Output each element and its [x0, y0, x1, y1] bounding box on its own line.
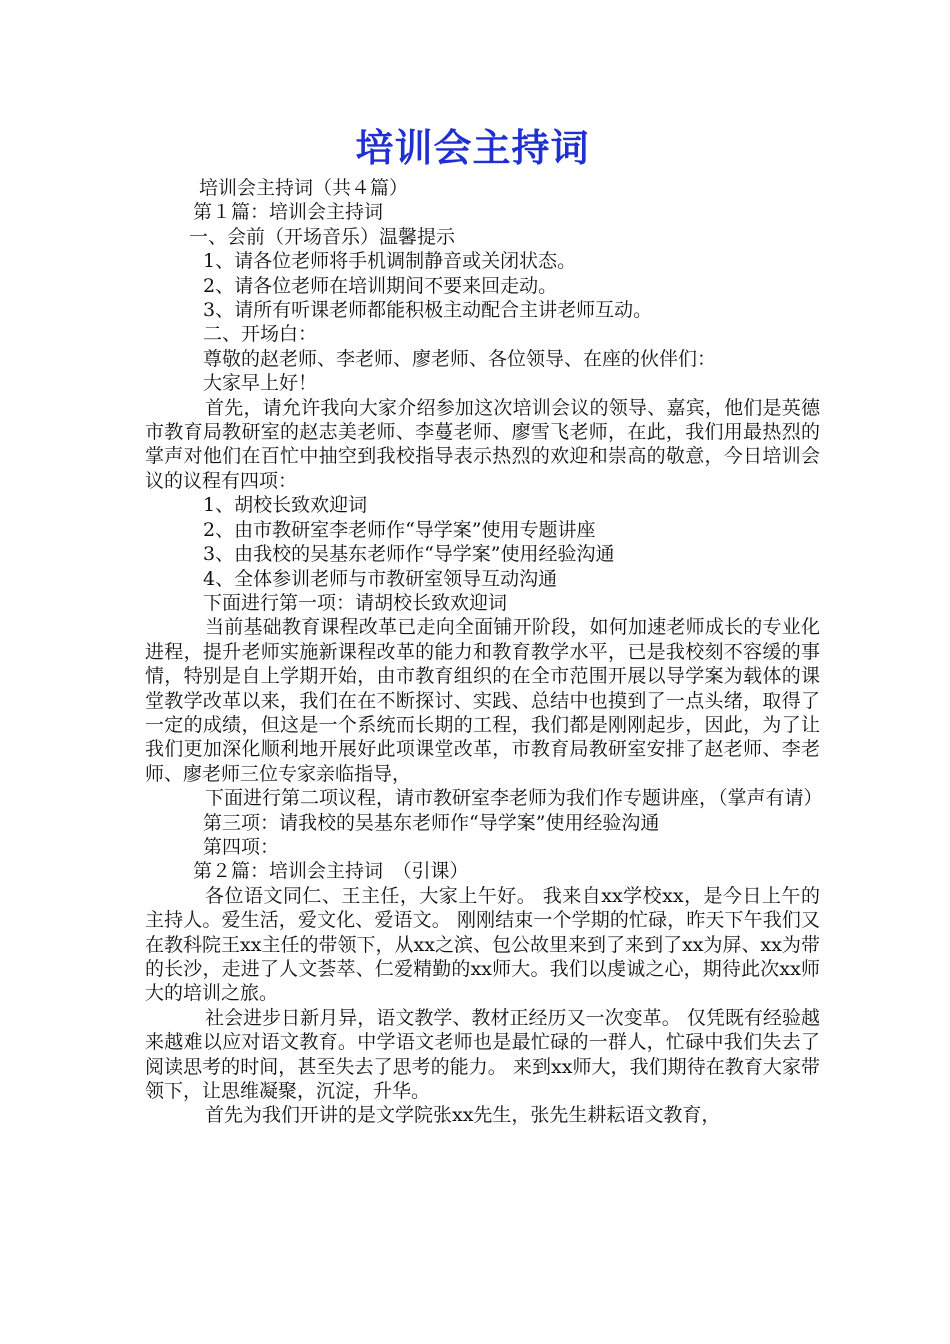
doc-paragraph: 首先为我们开讲的是文学院张xx先生，张先生耕耘语文教育，	[205, 1104, 721, 1127]
document-page	[145, 120, 823, 1128]
doc-paragraph: 社会进步日新月异，语文教学、教材正经历又一次变革。 仅凭既有经验越来越难以应对语文教育。中学语文老师也是最忙碌的一群人，忙碌中我们失去了阅读思考的时间，甚至失去了思考的能力。 来到xx师大，我们期待在教育大家带领下，让思维凝聚，沉淀，升华。	[145, 1006, 820, 1103]
doc-list-item: 3、请所有听课老师都能积极主动配合主讲老师互动。	[203, 299, 653, 322]
doc-agenda-item: 1、胡校长致欢迎词	[203, 494, 368, 517]
doc-list-item: 2、请各位老师在培训期间不要来回走动。	[203, 274, 558, 297]
doc-paragraph: 首先，请允许我向大家介绍参加这次培训会议的领导、嘉宾，他们是英德市教育局教研室的赵志美老师、李蔓老师、廖雪飞老师，在此，我们用最热烈的掌声对他们在百忙中抽空到我校指导表示热烈的欢迎和崇高的敬意，今日培训会议的议程有四项：	[145, 396, 820, 492]
document-title: 培训会主持词	[355, 126, 590, 170]
doc-heading-part-2: 第２篇：培训会主持词 （引课）	[193, 860, 469, 883]
doc-heading-collection: 培训会主持词（共４篇）	[199, 177, 409, 199]
doc-line: 下面进行第一项：请胡校长致欢迎词	[203, 591, 508, 614]
doc-agenda-item: 4、全体参训老师与市教研室领导互动沟通	[203, 567, 558, 590]
doc-agenda-item: 2、由市教研室李老师作“导学案”使用专题讲座	[203, 518, 596, 541]
doc-line: 第三项：请我校的吴基东老师作“导学案”使用经验沟通	[203, 811, 660, 834]
doc-paragraph: 当前基础教育课程改革已走向全面铺开阶段，如何加速老师成长的专业化进程，提升老师实施新课程改革的能力和教育教学水平，已是我校刻不容缓的事情，特别是自上学期开始，由市教育组织的在全市范围开展以导学案为载体的课堂教学改革以来，我们在在不断探讨、实践、总结中也摸到了一点头绪，取得了一定的成绩，但这是一个系统而长期的工程，我们都是刚刚起步，因此，为了让我们更加深化顺利地开展好此项课堂改革，市教育局教研室安排了赵老师、李老师、廖老师三位专家亲临指导，	[145, 616, 820, 785]
doc-section-heading: 一、会前（开场音乐）温馨提示	[189, 225, 456, 248]
doc-heading-part-1: 第１篇：培训会主持词	[193, 201, 384, 224]
doc-greeting: 尊敬的赵老师、李老师、廖老师、各位领导、在座的伙伴们：	[203, 347, 717, 370]
doc-agenda-item: 3、由我校的吴基东老师作“导学案”使用经验沟通	[203, 543, 615, 566]
doc-line: 第四项：	[203, 835, 280, 858]
doc-paragraph: 各位语文同仁、王主任，大家上午好。 我来自xx学校xx，是今日上午的主持人。爱生活，爱文化、爱语文。 刚刚结束一个学期的忙碌，昨天下午我们又在教科院王xx主任的带领下，从xx之滨、包公故里来到了来到了xx为屏、xx为带的长沙，走进了人文荟萃、仁爱精勤的xx师大。我们以虔诚之心，期待此次xx师大的培训之旅。	[145, 884, 820, 1005]
doc-greeting: 大家早上好！	[203, 372, 318, 395]
doc-paragraph: 下面进行第二项议程，请市教研室李老师为我们作专题讲座，（掌声有请）	[205, 787, 823, 810]
doc-list-item: 1、请各位老师将手机调制静音或关闭状态。	[203, 250, 577, 273]
doc-section-heading: 二、开场白：	[203, 323, 318, 346]
